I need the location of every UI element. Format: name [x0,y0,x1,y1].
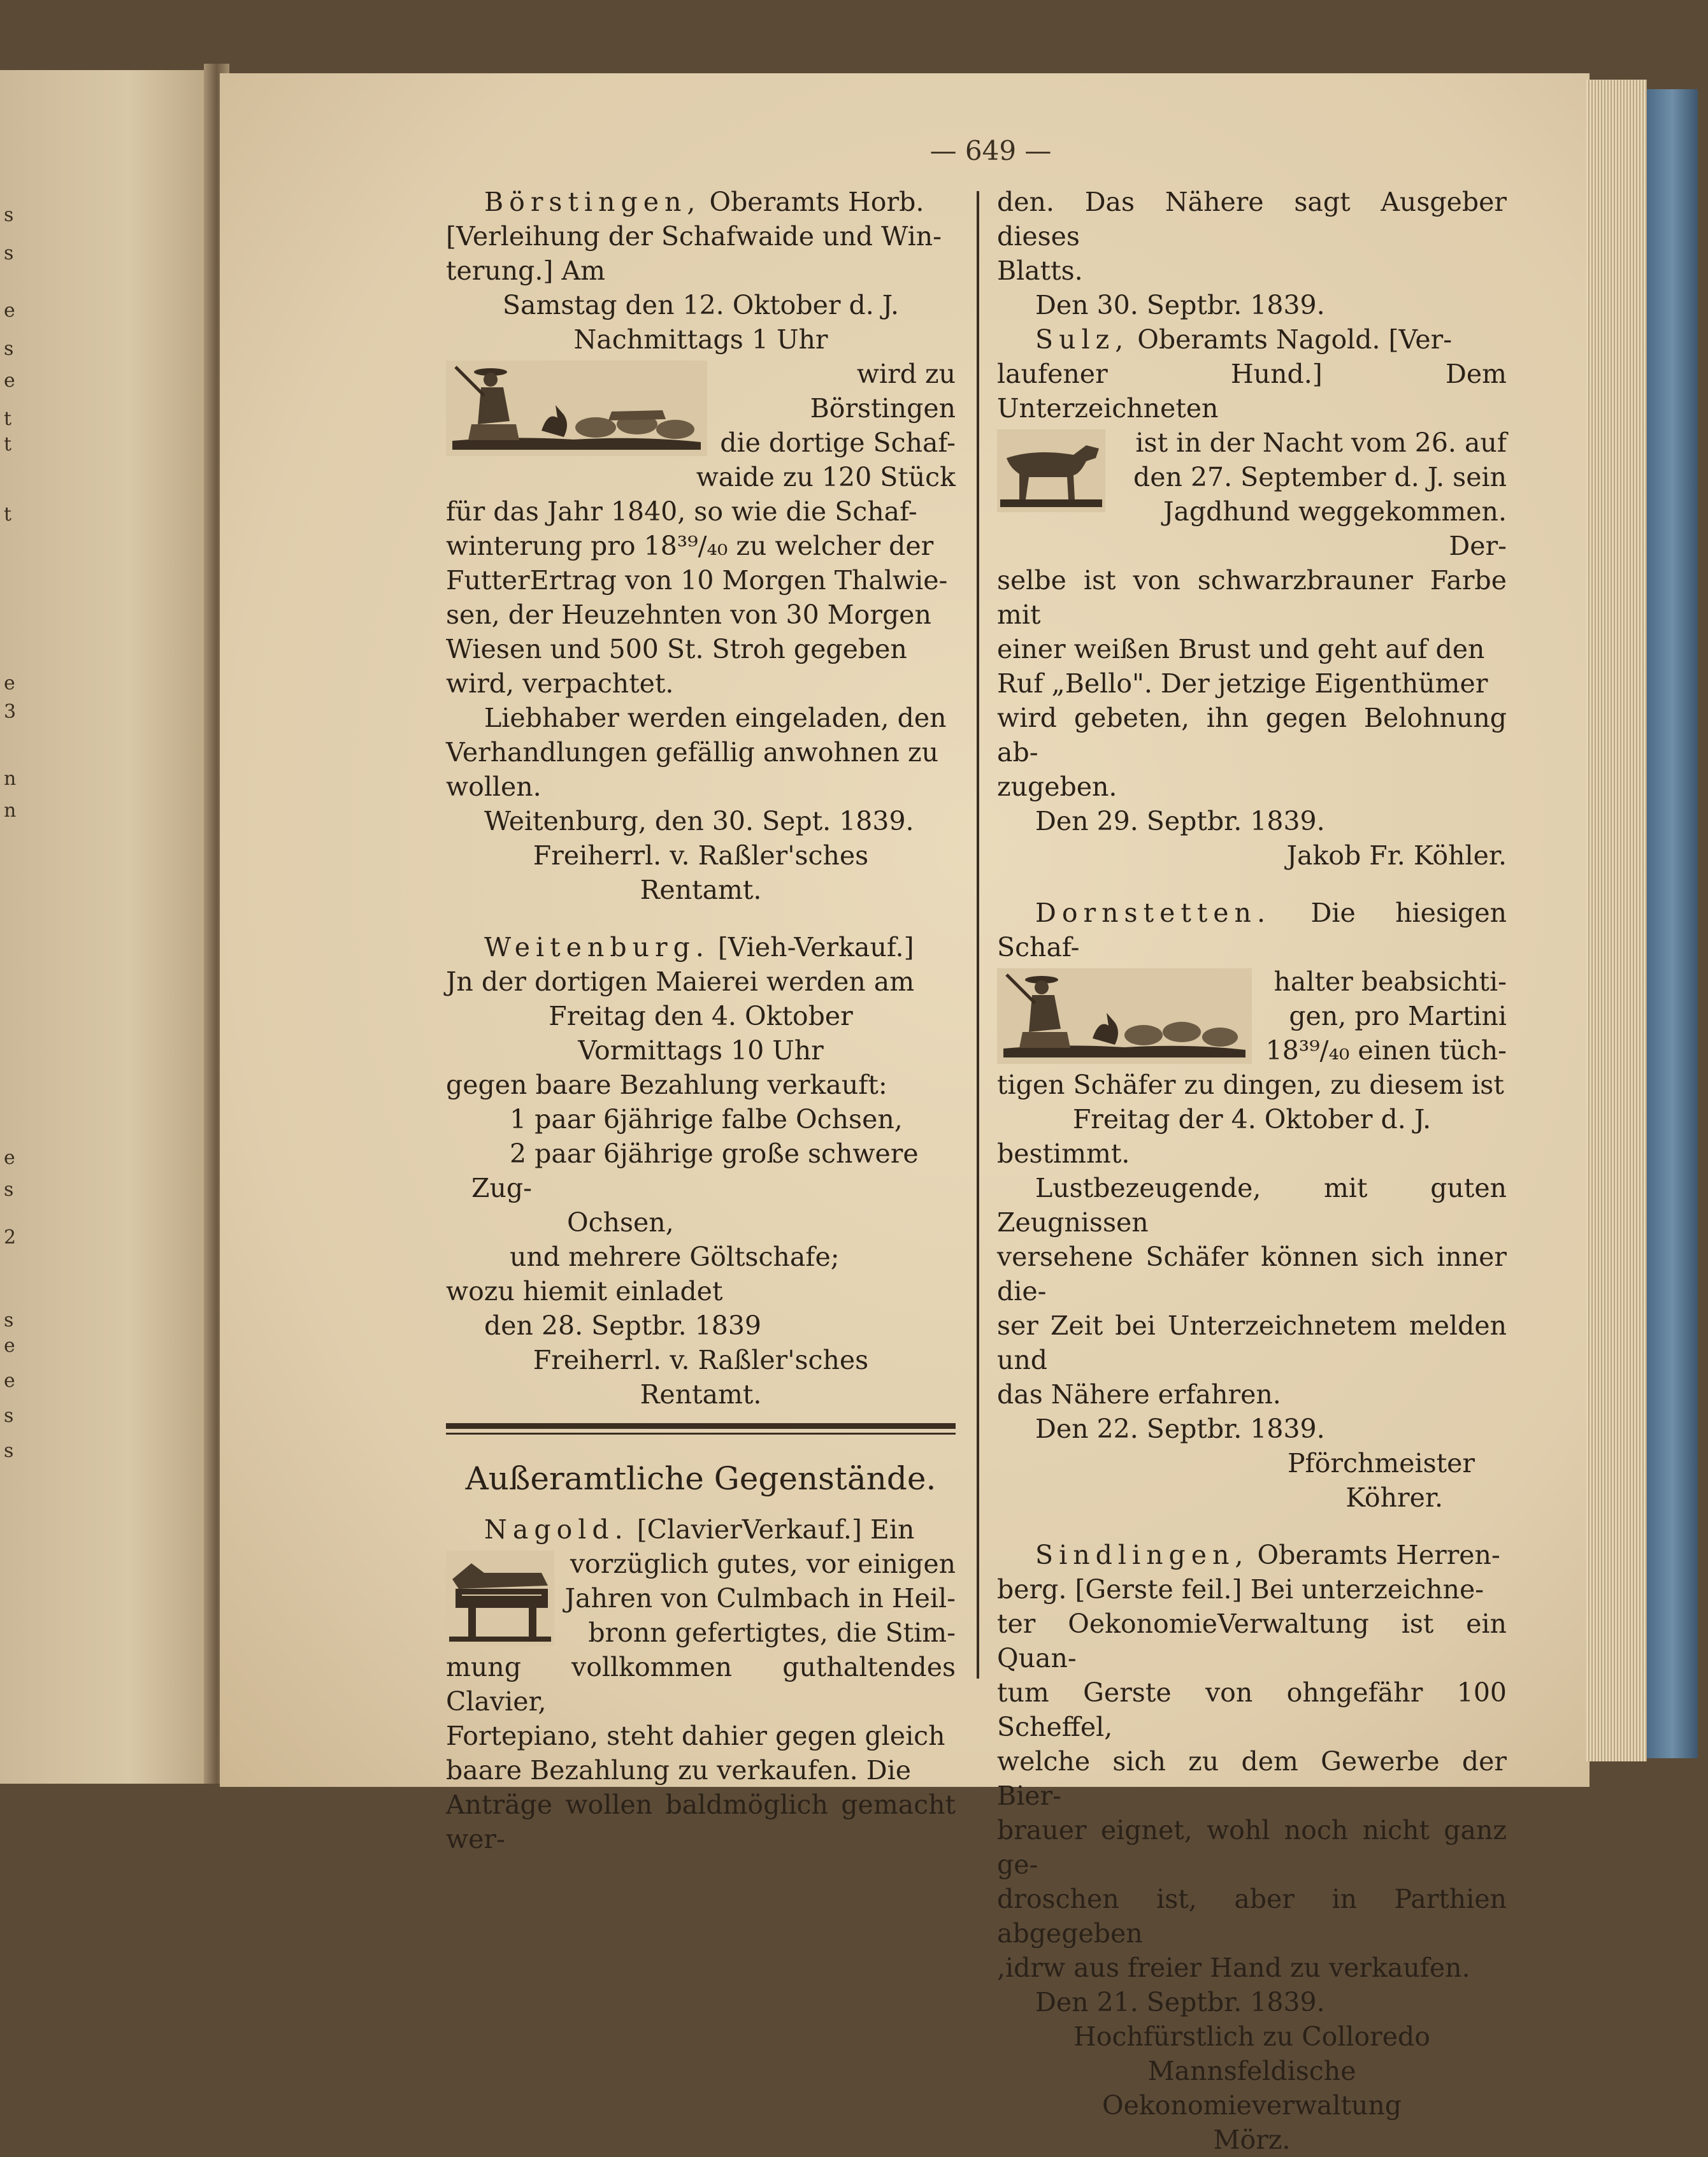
margin-mark: e [4,672,15,694]
ad-line: Nachmittags 1 Uhr [573,324,828,355]
ad-line: FutterErtrag von 10 Morgen Thalwie- [446,565,948,596]
ad-line: bronn gefertigtes, die Stim- [588,1617,956,1648]
ad-line: 1 paar 6jährige falbe Ochsen, [510,1104,903,1135]
ad-line: waide zu 120 Stück [696,462,956,492]
section-rule [446,1423,956,1429]
ad-title: Börstingen, Oberamts Horb. [484,187,924,217]
margin-mark: n [4,799,17,822]
ad-line: Liebhaber werden eingeladen, den [484,703,947,733]
column-right [997,185,1507,2157]
shepherd-woodcut [446,361,707,456]
ad-signature: Rentamt. [640,875,762,905]
margin-mark: 3 [4,701,17,723]
margin-mark: e [4,299,15,322]
ad-line: den 27. September d. J. sein [1133,462,1507,492]
margin-mark: s [4,1309,14,1331]
ad-line: Freitag der 4. Oktober d. J. [1072,1104,1432,1135]
ad-line: wird gebeten, ihn gegen Belohnung ab- [997,703,1507,768]
ad-signature: Oekonomieverwaltung [1102,2090,1402,2121]
shepherd-woodcut [997,968,1252,1064]
ad-line: Weitenburg, den 30. Sept. 1839. [484,806,914,836]
ad-boerstingen [446,185,956,907]
margin-mark: t [4,433,12,455]
ad-line: Den 21. Septbr. 1839. [1035,1987,1325,2017]
ad-dornstetten [997,896,1507,1515]
margin-mark: t [4,408,12,430]
column-divider [977,191,979,1679]
margin-mark: t [4,503,12,526]
margin-mark: e [4,369,15,392]
ad-title: Nagold. [ClavierVerkauf.] Ein [484,1514,915,1545]
ad-line: gen, pro Martini [1289,1001,1507,1031]
ad-line: mung vollkommen guthaltendes Clavier, [446,1652,956,1717]
ad-line: halter beabsichti- [1274,966,1507,997]
ad-sulz [997,322,1507,873]
ad-line: ser Zeit bei Unterzeichnetem melden und [997,1310,1507,1375]
ad-line: ,idrw aus freier Hand zu verkaufen. [997,1953,1470,1983]
ad-line: versehene Schäfer können sich inner die- [997,1242,1507,1307]
ad-title: Sindlingen, Oberamts Herren- [1035,1540,1500,1570]
ad-line: Verhandlungen gefällig anwohnen zu [446,737,938,768]
ad-line: und mehrere Göltschafe; [510,1242,840,1272]
ad-line: 18³⁹/₄₀ einen tüch- [1265,1035,1507,1066]
ad-signature: Mörz. [1213,2125,1291,2155]
section-heading: Außeramtliche Gegenstände. [465,1460,937,1497]
ad-place: Dornstetten. [1035,898,1271,928]
ad-line: tigen Schäfer zu dingen, zu diesem ist [997,1070,1504,1100]
margin-mark: s [4,204,14,226]
margin-mark: 2 [4,1226,17,1249]
ad-line: die dortige Schaf- [720,427,956,458]
ad-line: Samstag den 12. Oktober d. J. [502,290,900,320]
ad-line: den 28. Septbr. 1839 [484,1310,762,1341]
ad-line: brauer eignet, wohl noch nicht ganz ge- [997,1815,1507,1880]
ad-place: Sindlingen, [1035,1540,1249,1570]
margin-mark: e [4,1335,15,1357]
ad-line: einer weißen Brust und geht auf den [997,634,1485,664]
page-number: — 649 — [929,135,1052,166]
ad-line: wozu hiemit einladet [446,1276,723,1307]
ad-nagold-continued [997,185,1507,322]
ad-signature: Pförchmeister [1287,1448,1475,1479]
column-left [446,185,956,1856]
ad-line: Anträge wollen baldmöglich gemacht wer- [446,1789,956,1854]
margin-mark: s [4,242,14,264]
ad-line: Vormittags 10 Uhr [578,1035,824,1066]
margin-mark: s [4,1440,14,1462]
ad-line: Den 29. Septbr. 1839. [1035,806,1325,836]
ad-signature: Jakob Fr. Köhler. [1286,840,1507,871]
ad-line: vorzüglich gutes, vor einigen [570,1549,956,1579]
ad-line: Jagdhund weggekommen. Der- [1163,496,1507,561]
ad-line: zugeben. [997,771,1117,802]
ad-line: berg. [Gerste feil.] Bei unterzeichne- [997,1574,1484,1605]
ad-line: Fortepiano, steht dahier gegen gleich [446,1721,945,1751]
ad-place: Börstingen, [484,187,701,217]
ad-title: Dornstetten. Die hiesigen Schaf- [997,898,1507,963]
ad-line: Wiesen und 500 St. Stroh gegeben [446,634,907,664]
ad-signature: Rentamt. [640,1379,762,1410]
ad-line: Lustbezeugende, mit guten Zeugnissen [997,1173,1507,1238]
ad-line: bestimmt. [997,1138,1130,1169]
ad-line: Den 30. Septbr. 1839. [1035,290,1325,320]
ad-signature: Freiherrl. v. Raßler'sches [533,840,869,871]
margin-mark: e [4,1370,15,1392]
ad-line: sen, der Heuzehnten von 30 Morgen [446,599,931,630]
ad-line: droschen ist, aber in Parthien abgegeben [997,1884,1507,1949]
ad-line: Jahren von Culmbach in Heil- [564,1583,956,1614]
margin-mark: s [4,1179,14,1201]
ad-line: wird zu Börstingen [810,359,956,424]
ad-place: Sulz, [1035,324,1130,355]
ad-sindlingen [997,1538,1507,2157]
ad-line: das Nähere erfahren. [997,1379,1281,1410]
ad-line: Ochsen, [567,1207,674,1238]
ad-signature: Freiherrl. v. Raßler'sches [533,1345,869,1375]
ad-line: gegen baare Bezahlung verkauft: [446,1070,887,1100]
ad-line: den. Das Nähere sagt Ausgeber dieses [997,187,1507,252]
ad-line: welche sich zu dem Gewerbe der Bier- [997,1746,1507,1811]
ad-title: Sulz, Oberamts Nagold. [Ver- [1035,324,1453,355]
book-cover-edge [1647,89,1698,1758]
page-edges [1586,80,1647,1761]
ad-place: Nagold. [484,1514,629,1545]
ad-signature: Hochfürstlich zu Colloredo [1073,2021,1430,2052]
margin-mark: s [4,338,14,360]
ad-line: selbe ist von schwarzbrauner Farbe mit [997,565,1507,630]
margin-mark: n [4,768,17,790]
left-page [0,70,215,1784]
ad-nagold [446,1512,956,1856]
margin-mark: e [4,1147,15,1169]
section-rule-thin [446,1433,956,1435]
margin-mark: s [4,1405,14,1427]
ad-weitenburg [446,930,956,1412]
ad-line: [Verleihung der Schafwaide und Win- [446,221,942,252]
ad-line: baare Bezahlung zu verkaufen. Die [446,1755,911,1786]
ad-line: terung.] Am [446,255,605,286]
ad-title: Weitenburg. [Vieh-Verkauf.] [484,932,914,963]
ad-line: Freitag den 4. Oktober [549,1001,853,1031]
ad-line: 2 paar 6jährige große schwere Zug- [471,1138,919,1203]
ad-line: Ruf „Bello". Der jetzige Eigenthümer [997,668,1488,699]
ad-line: laufener Hund.] Dem Unterzeichneten [997,359,1507,424]
ad-place: Weitenburg. [484,932,710,963]
ad-line: Den 22. Septbr. 1839. [1035,1414,1325,1444]
ad-line: winterung pro 18³⁹/₄₀ zu welcher der [446,531,934,561]
dog-woodcut [997,429,1105,512]
ad-line: ter OekonomieVerwaltung ist ein Quan- [997,1609,1507,1673]
ad-line: Blatts. [997,255,1083,286]
clavier-woodcut [446,1551,554,1646]
ad-line: wollen. [446,771,542,802]
ad-line: tum Gerste von ohngefähr 100 Scheffel, [997,1677,1507,1742]
ad-line: wird, verpachtet. [446,668,674,699]
ad-signature: Mannsfeldische [1147,2056,1356,2086]
ad-signature: Köhrer. [1346,1482,1443,1513]
ad-line: ist in der Nacht vom 26. auf [1135,427,1507,458]
ad-line: Jn der dortigen Maierei werden am [446,966,915,997]
ad-line: für das Jahr 1840, so wie die Schaf- [446,496,917,527]
